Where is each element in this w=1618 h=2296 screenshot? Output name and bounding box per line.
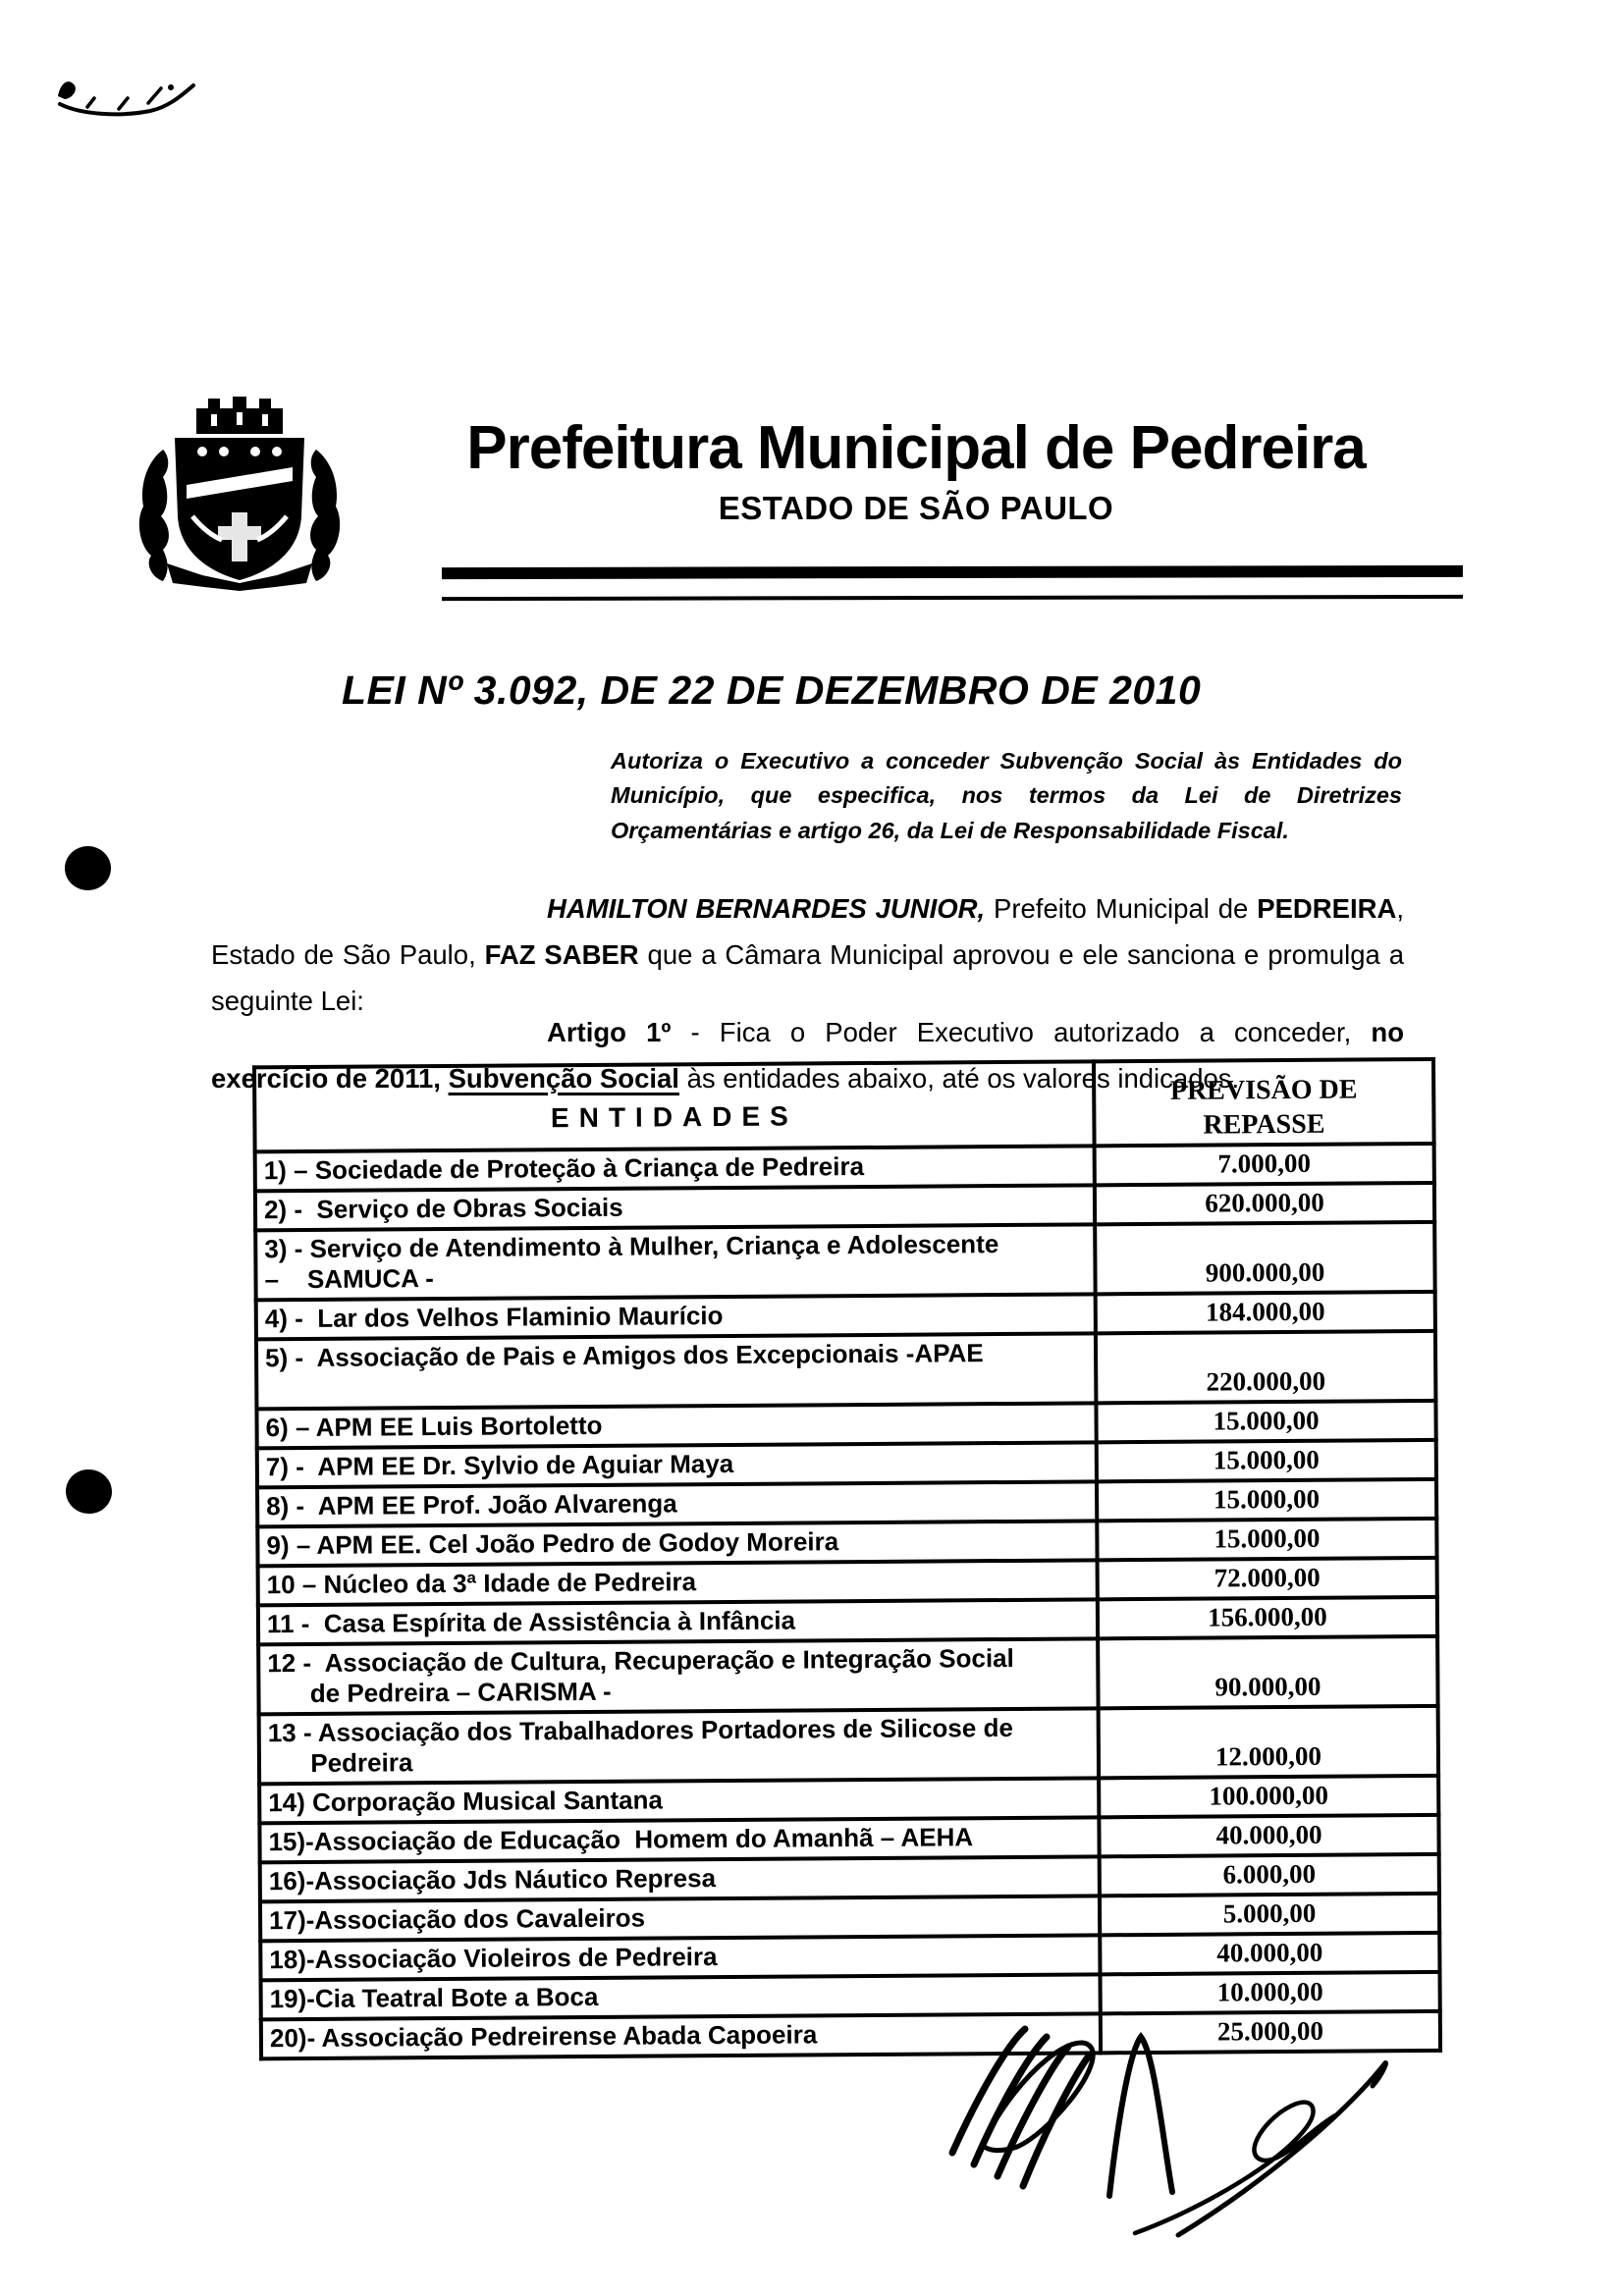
value-cell: 7.000,00: [1095, 1144, 1434, 1185]
table-row: [255, 1222, 1434, 1300]
table-header-row: [254, 1059, 1434, 1151]
entity-line: 12 - Associação de Cultura, Recuperação e Integração Social: [267, 1642, 1014, 1679]
entity-cell: [259, 1708, 1099, 1784]
value-cell: 40.000,00: [1099, 1815, 1438, 1856]
entity-cell: [257, 1442, 1097, 1487]
value-cell: 15.000,00: [1097, 1440, 1436, 1481]
letterhead-rule: [442, 565, 1463, 601]
value-cell: 220.000,00: [1096, 1331, 1435, 1403]
entity-cell: [255, 1185, 1095, 1230]
entity-line: 10 – Núcleo da 3ª Idade de Pedreira: [266, 1567, 697, 1600]
entity-cell: [260, 1856, 1100, 1901]
entity-line: 2) - Serviço de Obras Sociais: [263, 1192, 623, 1225]
letterhead: [371, 416, 1461, 527]
entity-cell: [256, 1333, 1096, 1409]
entity-line: 16)-Associação Jds Náutico Represa: [268, 1863, 717, 1896]
text-run: Subvenção Social: [448, 1062, 679, 1094]
text-run: - Fica o Poder Executivo autorizado a conceder,: [671, 1016, 1372, 1047]
entity-cell: [258, 1638, 1098, 1714]
preamble-paragraph: [211, 885, 1404, 1025]
entity-cell: [258, 1560, 1098, 1605]
entity-line: 6) – APM EE Luis Bortoletto: [265, 1410, 603, 1443]
entity-line: 19)-Cia Teatral Bote a Boca: [269, 1981, 599, 2014]
text-run: que a Câmara Municipal aprovou e ele sanciona e promulga a seguinte Lei:: [211, 938, 1405, 1017]
entity-cell: [260, 1935, 1100, 1980]
entity-line: 14) Corporação Musical Santana: [268, 1785, 664, 1818]
entity-line: 11 - Casa Espírita de Assistência à Infância: [266, 1605, 796, 1639]
subsidy-table-wrapper: [252, 1057, 1438, 2060]
value-cell: 12.000,00: [1099, 1706, 1438, 1778]
entity-cell: [257, 1481, 1097, 1526]
signature-icon: [931, 1998, 1408, 2265]
coat-of-arms-icon: [134, 391, 346, 593]
table-row: [259, 1706, 1438, 1784]
law-title: LEI Nº 3.092, DE 22 DE DEZEMBRO DE 2010: [342, 667, 1202, 713]
letterhead-subtitle: ESTADO DE SÃO PAULO: [718, 490, 1114, 527]
value-cell: 620.000,00: [1095, 1183, 1434, 1224]
entity-line: 3) - Serviço de Atendimento à Mulher, Criança e Adolescente: [264, 1229, 999, 1264]
text-run: HAMILTON BERNARDES JUNIOR,: [547, 892, 986, 924]
text-run: Prefeito Municipal de: [985, 892, 1258, 924]
value-cell: 15.000,00: [1096, 1401, 1435, 1442]
value-cell: 6.000,00: [1100, 1854, 1439, 1896]
entity-line: Pedreira: [267, 1747, 413, 1779]
hole-punch-bottom: [63, 1467, 115, 1517]
value-cell: 156.000,00: [1098, 1597, 1437, 1638]
column-header-previsao-repasse: PREVISÃO DE REPASSE: [1094, 1059, 1434, 1146]
letterhead-title: Prefeitura Municipal de Pedreira: [466, 414, 1366, 482]
table-row: [258, 1636, 1437, 1714]
value-cell: 10.000,00: [1100, 1972, 1439, 2013]
entity-line: 9) – APM EE. Cel João Pedro de Godoy Moreira: [266, 1526, 839, 1561]
subsidy-table: [252, 1057, 1442, 2060]
text-run: Artigo 1º: [547, 1016, 672, 1047]
entity-line: 13 - Associação dos Trabalhadores Portadores de Silicose de: [267, 1712, 1013, 1748]
law-epigraph: Autoriza o Executivo a conceder Subvenção Social às Entidades do Município, que especifica, nos termos da Lei de Diretrizes Orçamentárias e artigo 26, da Lei de Responsabilidade Fiscal.: [611, 748, 1402, 843]
value-cell: 90.000,00: [1098, 1636, 1437, 1708]
entity-cell: [257, 1521, 1097, 1566]
entity-cell: [255, 1224, 1095, 1300]
entity-line: 1) – Sociedade de Proteção à Criança de Pedreira: [263, 1151, 865, 1186]
entity-cell: [255, 1146, 1095, 1191]
text-run: FAZ SABER: [484, 938, 639, 970]
text-run: , Estado de São Paulo,: [211, 892, 1404, 970]
value-cell: 72.000,00: [1098, 1558, 1437, 1599]
entity-cell: [256, 1403, 1096, 1448]
entity-line: – SAMUCA -: [264, 1263, 435, 1295]
value-cell: 15.000,00: [1097, 1479, 1436, 1521]
text-run: PEDREIRA: [1257, 892, 1397, 924]
entity-line: 15)-Associação de Educação Homem do Amanhã – AEHA: [268, 1822, 974, 1857]
entity-line: 20)- Associação Pedreirense Abada Capoeira: [269, 2019, 818, 2054]
entity-line: [265, 1367, 1088, 1404]
entity-line: de Pedreira – CARISMA -: [267, 1676, 612, 1709]
entity-cell: [256, 1294, 1096, 1339]
text-run: no exercício de 2011,: [211, 1016, 1404, 1094]
entity-cell: [259, 1778, 1099, 1823]
value-cell: 25.000,00: [1101, 2011, 1440, 2053]
value-cell: 15.000,00: [1097, 1519, 1436, 1560]
table-row: [256, 1331, 1435, 1409]
entity-cell: [258, 1599, 1098, 1644]
text-run: às entidades abaixo, até os valores indicados.: [678, 1062, 1240, 1094]
entity-line: 7) - APM EE Dr. Sylvio de Aguiar Maya: [265, 1448, 734, 1482]
column-header-entities: ENTIDADES: [254, 1061, 1095, 1151]
entity-line: 8) - APM EE Prof. João Alvarenga: [266, 1488, 677, 1522]
entity-line: 4) - Lar dos Velhos Flaminio Maurício: [264, 1301, 724, 1334]
value-cell: 900.000,00: [1095, 1222, 1434, 1294]
value-cell: 100.000,00: [1099, 1776, 1438, 1817]
entity-line: 18)-Associação Violeiros de Pedreira: [269, 1942, 718, 1975]
entity-line: 5) - Associação de Pais e Amigos dos Excepcionais -APAE: [264, 1338, 984, 1373]
ink-scribble-icon: [54, 61, 201, 122]
value-cell: 184.000,00: [1096, 1292, 1435, 1333]
hole-punch-top: [65, 846, 111, 890]
entity-line: 17)-Associação dos Cavaleiros: [268, 1902, 646, 1936]
value-cell: 5.000,00: [1100, 1894, 1439, 1935]
entity-cell: [260, 1896, 1100, 1941]
entity-cell: [259, 1817, 1099, 1862]
value-cell: 40.000,00: [1100, 1933, 1439, 1974]
